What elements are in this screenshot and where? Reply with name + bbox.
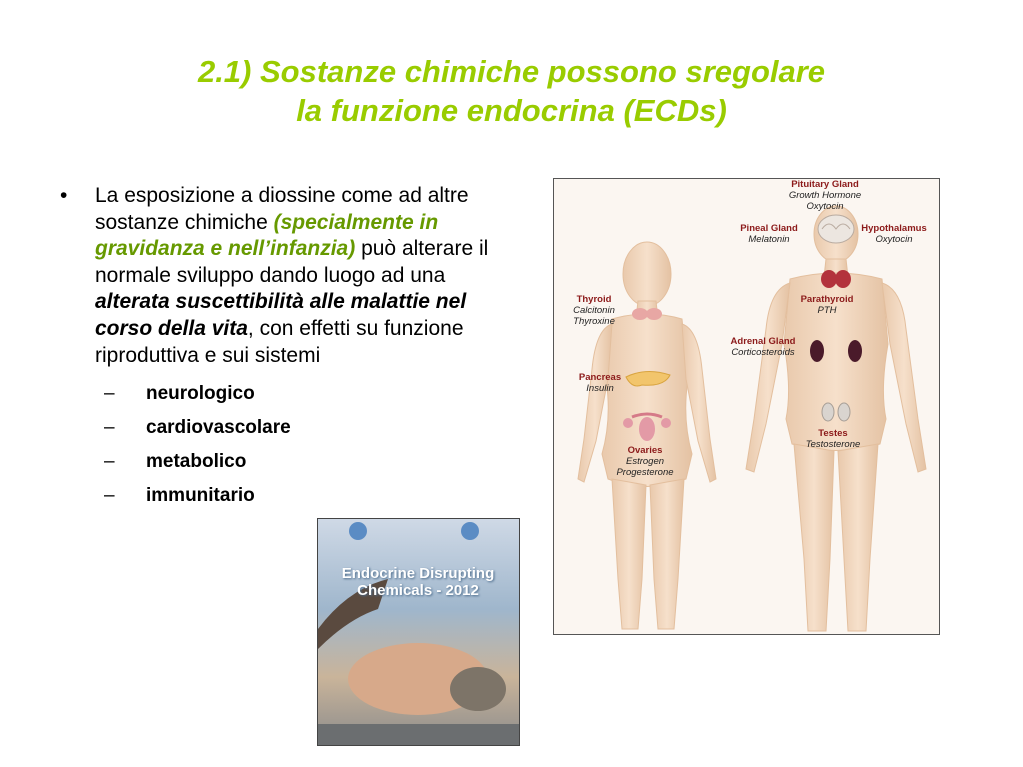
unep-logo-icon <box>461 522 479 540</box>
endocrine-anatomy-figure <box>553 178 940 635</box>
bullet-text <box>95 183 505 369</box>
label-hypothalamus <box>852 223 936 245</box>
book-cover-illustration <box>318 519 519 745</box>
label-name: Hypothalamus <box>861 223 927 234</box>
seal-shape <box>450 667 506 711</box>
bullet-text-emphasis-green: (specialmente in gravidanza e nell’infanzia) <box>95 210 439 261</box>
sub-list <box>60 377 510 513</box>
book-cover-footer <box>318 724 519 745</box>
label-name: Pituitary Gland <box>791 179 859 190</box>
who-logo-icon <box>349 522 367 540</box>
sub-item-label: cardiovascolare <box>146 416 291 438</box>
label-name: Ovaries <box>627 445 663 456</box>
bullet-dot: • <box>60 184 68 207</box>
label-sub: Estrogen Progesterone <box>616 456 674 478</box>
sub-dash: – <box>104 484 115 506</box>
label-pancreas <box>560 372 640 394</box>
label-sub: Oxytocin <box>875 234 913 245</box>
bullet-text-mid: può alterare il normale sviluppo dando luogo ad una <box>95 237 489 287</box>
anatomy-illustration <box>554 179 939 634</box>
male-body-figure <box>746 206 926 631</box>
sub-item-label: immunitario <box>146 484 255 506</box>
bullet-text-intro: La esposizione a diossine come ad altre sostanze chimiche <box>95 184 469 234</box>
label-sub: Testosterone <box>805 439 861 450</box>
label-testes <box>790 428 876 450</box>
slide-body <box>60 183 510 513</box>
slide-title <box>0 52 1023 130</box>
sub-item <box>60 479 510 513</box>
label-sub: Growth Hormone Oxytocin <box>788 190 862 212</box>
bullet-item <box>60 183 510 369</box>
label-name: Adrenal Gland <box>730 336 796 347</box>
label-pineal-gland <box>724 223 814 245</box>
slide-title-line-1: 2.1) Sostanze chimiche possono sregolare <box>197 54 826 89</box>
sub-dash: – <box>104 450 115 472</box>
sub-item <box>60 411 510 445</box>
label-ovaries <box>600 445 690 478</box>
label-sub: PTH <box>817 305 837 316</box>
sub-dash: – <box>104 382 115 404</box>
sub-item <box>60 445 510 479</box>
book-cover-image <box>317 518 520 746</box>
bullet-text-end: , con effetti su funzione riproduttiva e sui sistemi <box>95 316 464 367</box>
label-sub: Insulin <box>586 383 614 394</box>
book-cover-title: Endocrine Disrupting Chemicals - 2012 <box>341 565 495 599</box>
label-name: Testes <box>818 428 848 439</box>
label-name: Pineal Gland <box>740 223 798 234</box>
sub-item <box>60 377 510 411</box>
label-pituitary-gland <box>770 179 880 212</box>
label-parathyroid <box>780 294 874 316</box>
label-thyroid <box>558 294 630 327</box>
sub-item-label: metabolico <box>146 450 247 472</box>
label-sub: Melatonin <box>748 234 790 245</box>
label-name: Pancreas <box>578 372 622 383</box>
label-name: Parathyroid <box>800 294 854 305</box>
label-sub: Corticosteroids <box>731 347 795 358</box>
sub-dash: – <box>104 416 115 438</box>
brain-icon <box>818 215 854 243</box>
label-sub: Calcitonin Thyroxine <box>573 305 615 327</box>
bullet-text-emphasis-bold: alterata suscettibilità alle malattie nel corso della vita <box>95 290 467 340</box>
label-name: Thyroid <box>576 294 612 305</box>
label-adrenal-gland <box>720 336 806 358</box>
sub-item-label: neurologico <box>146 382 255 404</box>
slide-title-line-2: la funzione endocrina (ECDs) <box>296 93 727 128</box>
